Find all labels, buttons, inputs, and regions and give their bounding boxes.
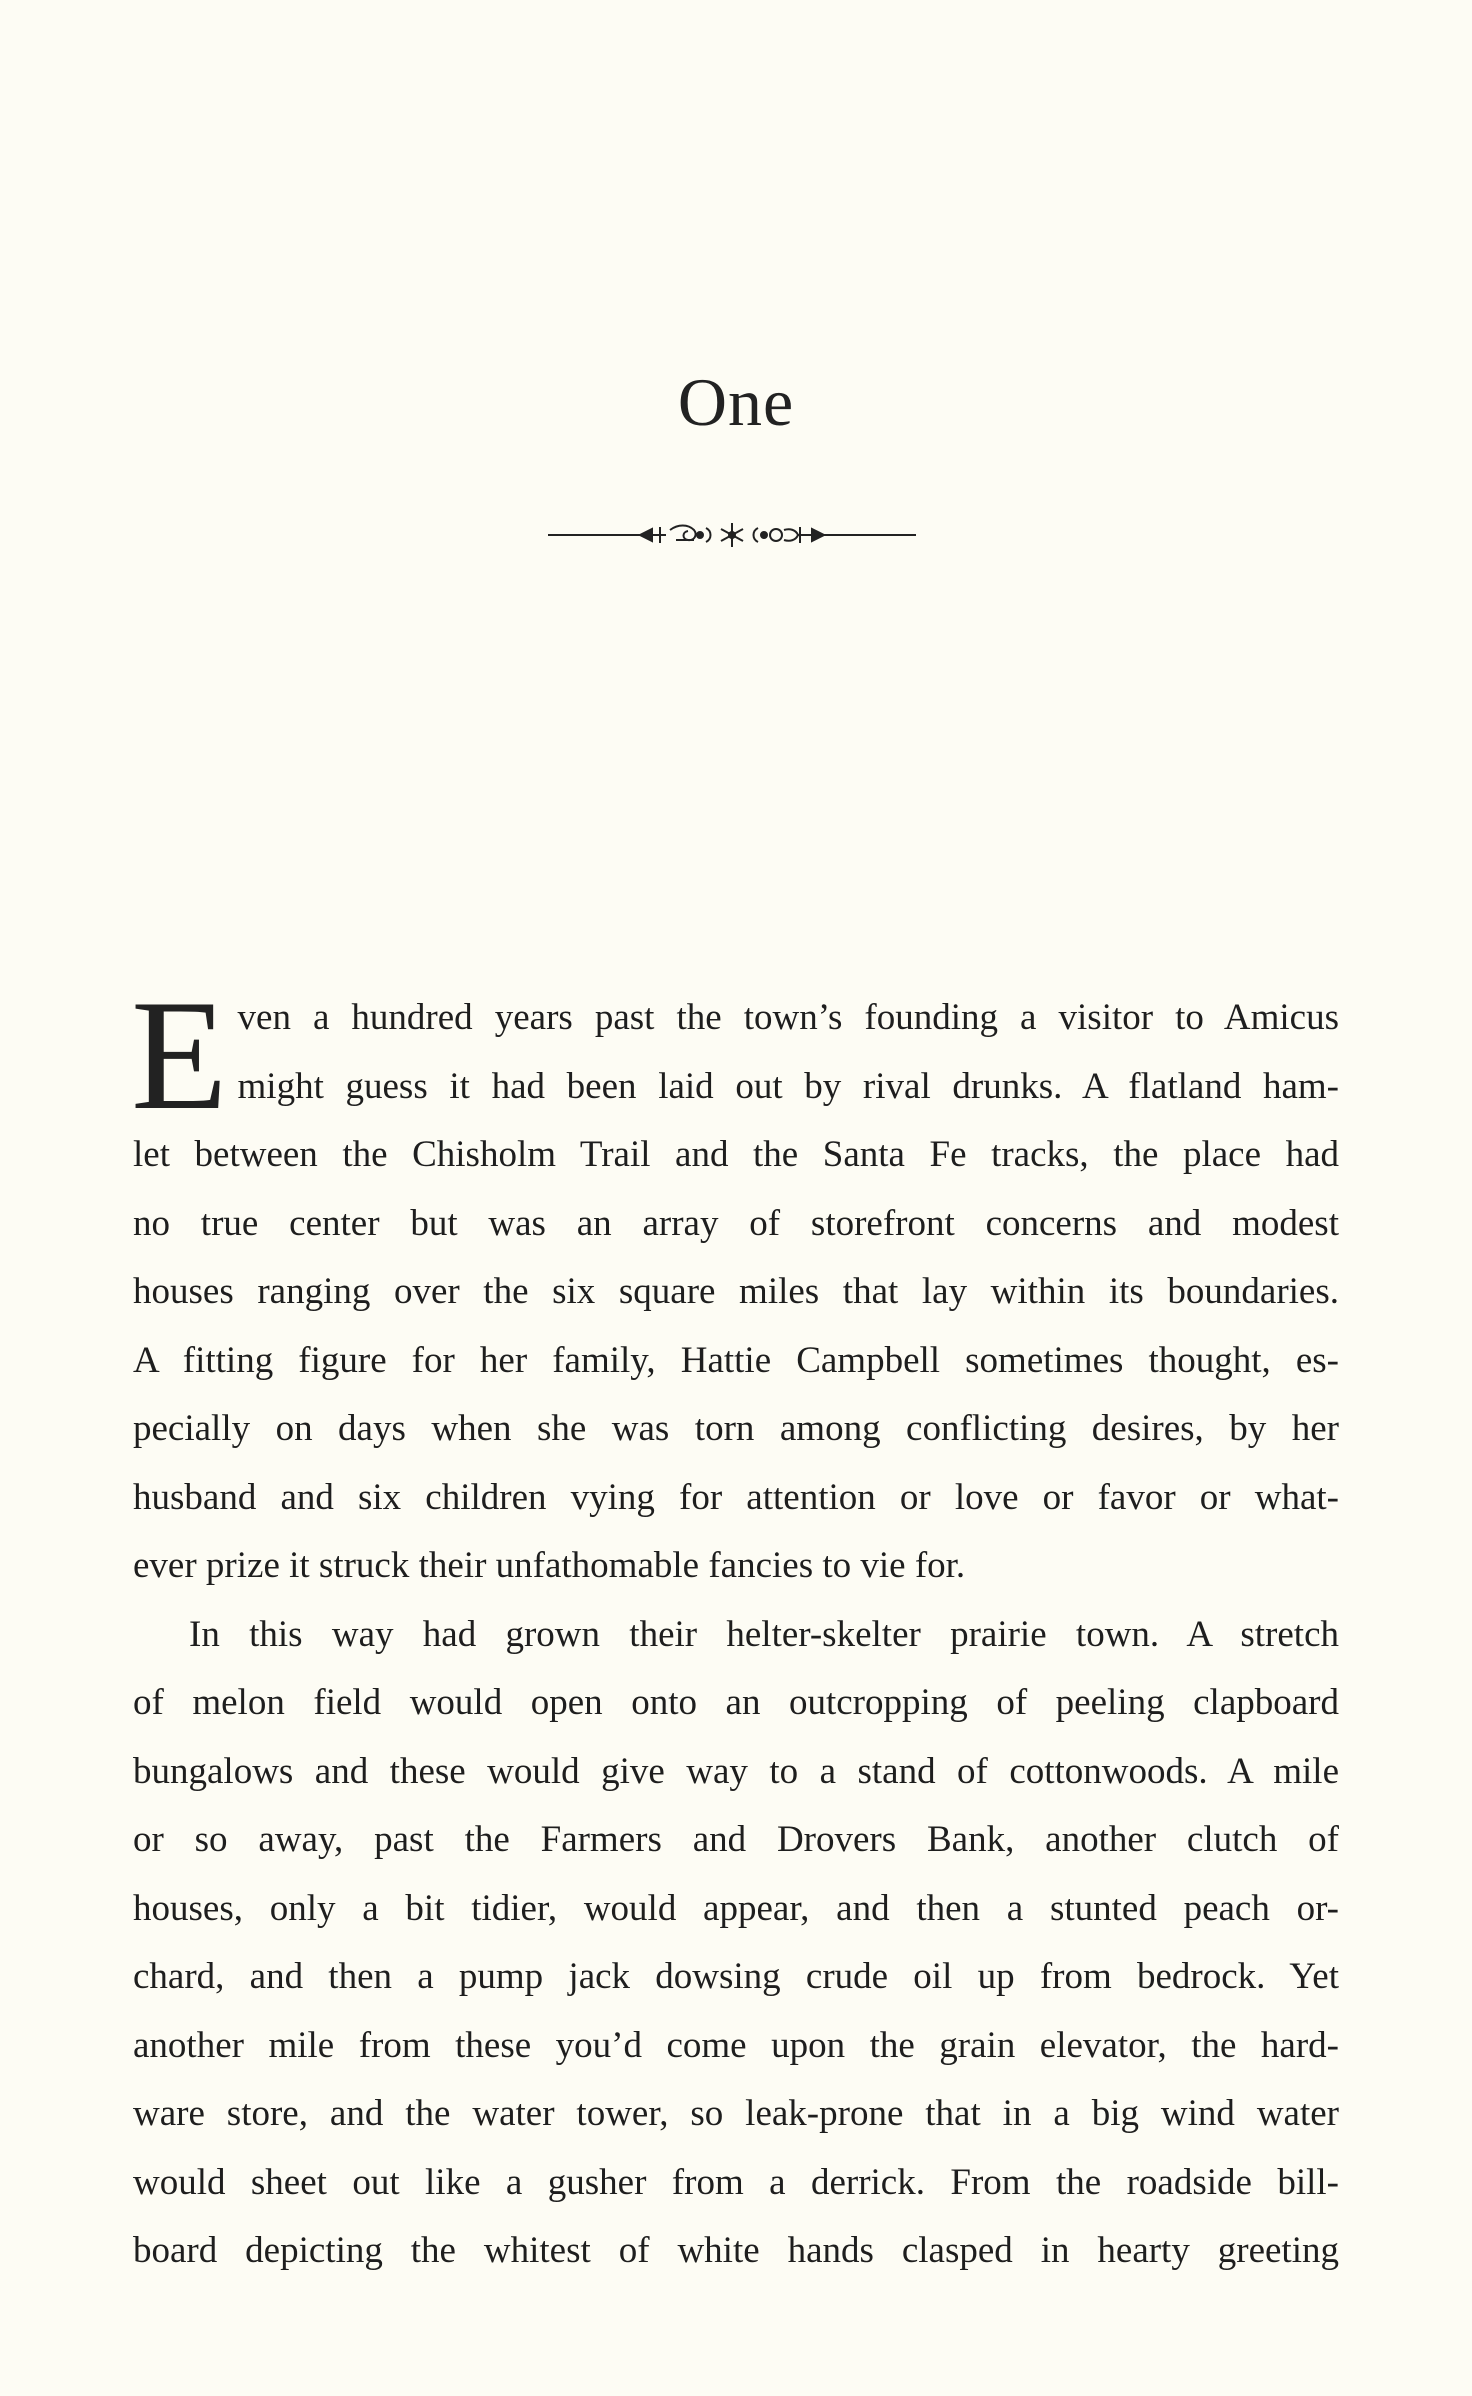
text-line: another mile from these you’d come upon the grain elevator, the hard- (133, 2024, 1339, 2066)
drop-cap: E (131, 968, 228, 1143)
text-line: ever prize it struck their unfathomable fancies to vie for. (133, 1545, 966, 1586)
paragraph-1 (131, 968, 1339, 1601)
text-line: ware store, and the water tower, so leak-prone that in a big wind water (133, 2093, 1339, 2134)
text-line: might guess it had been laid out by rival drunks. A flatland ham- (237, 1065, 1339, 1107)
text-line: husband and six children vying for attention or love or favor or what- (133, 1476, 1339, 1518)
text-line: pecially on days when she was torn among conflicting desires, by her (133, 1408, 1339, 1449)
text-line: would sheet out like a gusher from a derrick. From the roadside bill- (133, 2161, 1339, 2203)
text-line: board depicting the whitest of white hands clasped in hearty greeting (133, 2230, 1339, 2271)
text-line: of melon field would open onto an outcropping of peeling clapboard (133, 1682, 1339, 1723)
text-line: no true center but was an array of storefront concerns and modest (133, 1202, 1339, 1244)
chapter-title: One (677, 364, 795, 440)
paragraph-2 (133, 1601, 1339, 2286)
decorative-flourish-icon (548, 518, 916, 552)
text-line: ven a hundred years past the town’s founding a visitor to Amicus (237, 997, 1339, 1038)
text-line: In this way had grown their helter-skelter prairie town. A stretch (189, 1613, 1339, 1655)
chapter-body (131, 968, 1339, 2286)
text-line: chard, and then a pump jack dowsing crude oil up from bedrock. Yet (133, 1956, 1339, 1997)
text-line: A fitting figure for her family, Hattie Campbell sometimes thought, es- (133, 1339, 1339, 1381)
text-line: or so away, past the Farmers and Drovers Bank, another clutch of (133, 1819, 1339, 1860)
text-line: let between the Chisholm Trail and the Santa Fe tracks, the place had (133, 1134, 1339, 1175)
text-line: houses ranging over the six square miles that lay within its boundaries. (133, 1271, 1339, 1312)
text-line: bungalows and these would give way to a stand of cottonwoods. A mile (133, 1750, 1339, 1792)
text-line: houses, only a bit tidier, would appear, and then a stunted peach or- (133, 1887, 1339, 1929)
